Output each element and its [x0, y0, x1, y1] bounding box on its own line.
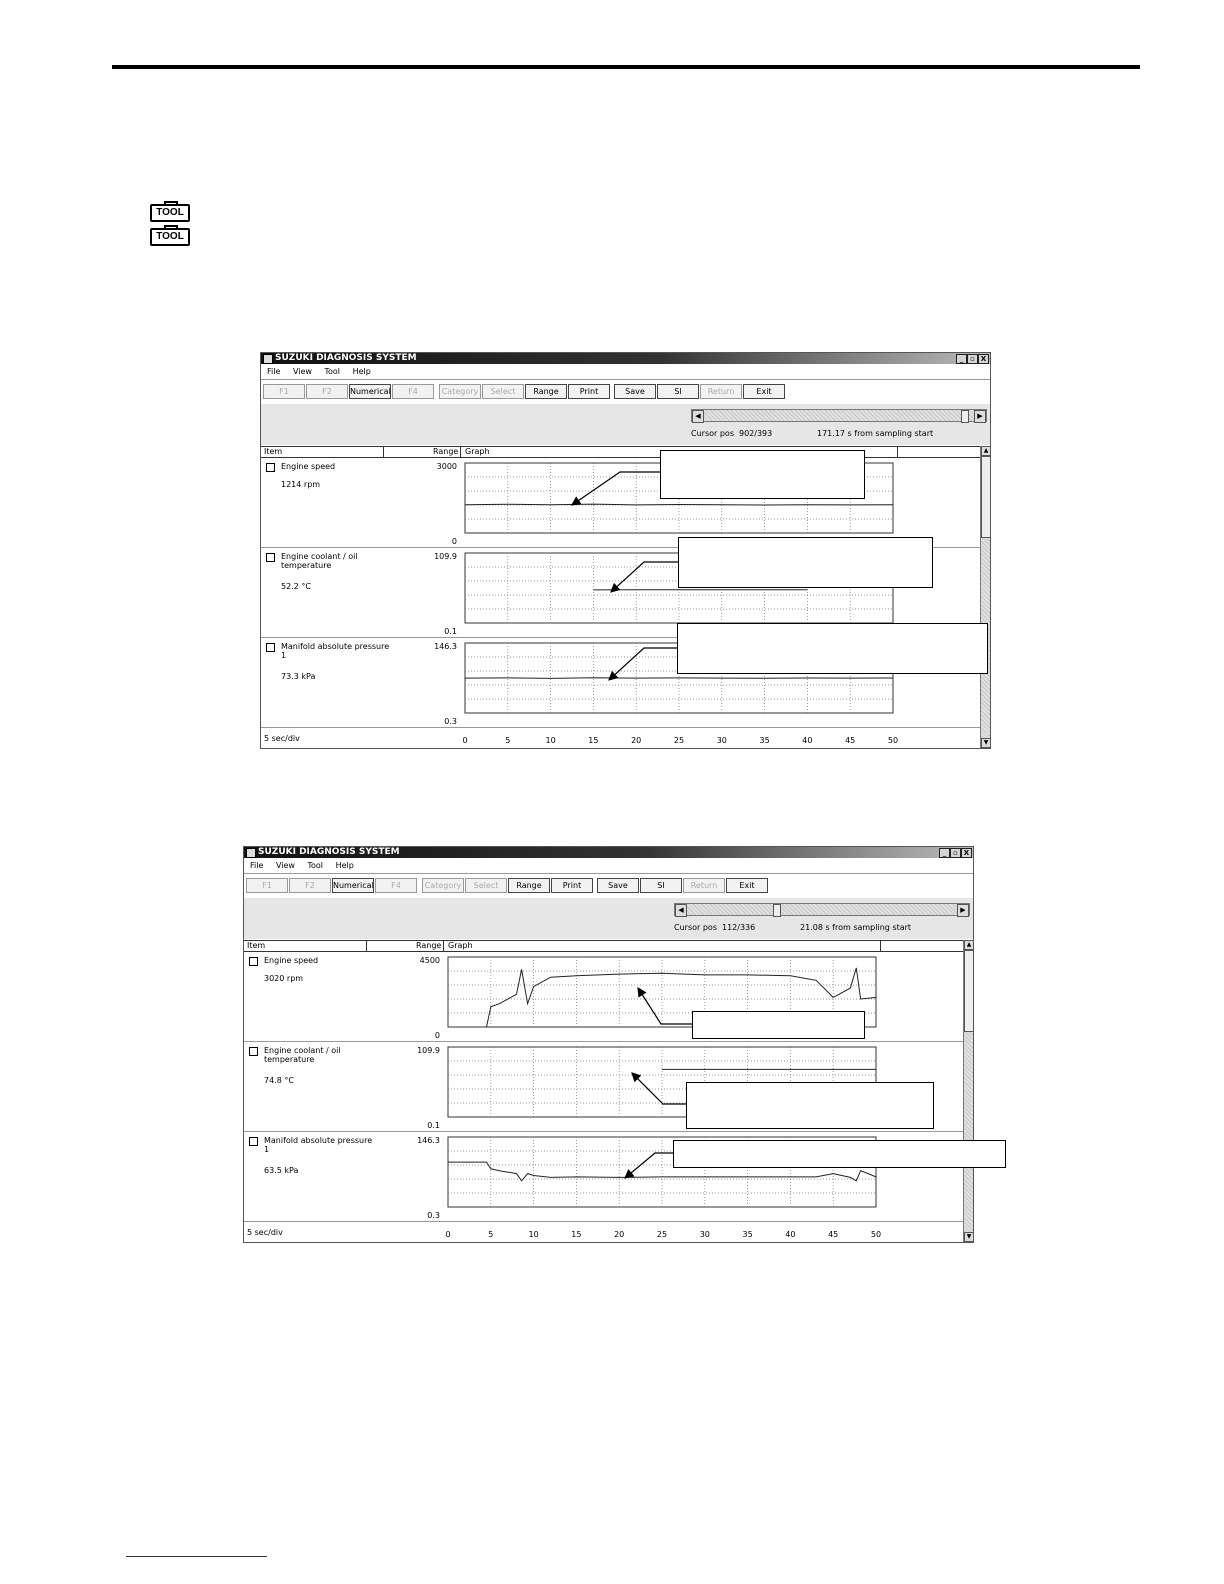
x-tick-label: 5 [488, 1230, 494, 1239]
f4-button[interactable]: F4 [375, 878, 417, 893]
data-row-engine-speed [261, 458, 980, 548]
time-axis [261, 734, 980, 746]
exit-button[interactable]: Exit [726, 878, 768, 893]
diagnosis-window-racing [243, 846, 974, 1243]
x-tick-label: 25 [673, 736, 685, 745]
sampling-time: 171.17 s from sampling start [817, 429, 934, 438]
x-tick-label: 50 [870, 1230, 882, 1239]
range-button[interactable]: Range [508, 878, 550, 893]
item-value: 3020 rpm [264, 974, 304, 983]
menu-view[interactable]: View [275, 861, 295, 870]
scroll-up-icon[interactable]: ▲ [964, 940, 974, 950]
callout-box [660, 450, 865, 499]
scroll-right-icon[interactable]: ▶ [974, 410, 986, 423]
status-band [261, 404, 990, 445]
x-tick-label: 0 [445, 1230, 451, 1239]
col-separator[interactable] [897, 447, 898, 457]
scroll-thumb[interactable] [961, 410, 969, 423]
item-value: 63.5 kPa [264, 1166, 299, 1175]
callout-box [692, 1011, 865, 1039]
numerical-button[interactable]: Numerical [349, 384, 391, 399]
callout-box [673, 1140, 1006, 1168]
x-tick-label: 25 [656, 1230, 668, 1239]
window-title: SUZUKI DIAGNOSIS SYSTEM [258, 847, 400, 857]
col-separator[interactable] [880, 941, 881, 951]
si-button[interactable]: SI [657, 384, 699, 399]
range-min: 0.3 [427, 1211, 440, 1220]
menu-view[interactable]: View [292, 367, 312, 376]
footer-link-rule [126, 1556, 267, 1557]
sampling-time: 21.08 s from sampling start [800, 923, 912, 932]
item-value: 1214 rpm [281, 480, 321, 489]
row-select-checkbox[interactable] [266, 463, 275, 472]
column-header [261, 446, 981, 458]
col-range: Range [416, 941, 442, 950]
select-button[interactable]: Select [465, 878, 507, 893]
x-tick-label: 40 [802, 736, 813, 745]
range-min: 0.1 [427, 1121, 440, 1130]
print-button[interactable]: Print [551, 878, 593, 893]
item-name: Engine coolant / oil temperature [281, 552, 358, 570]
x-tick-label: 35 [759, 736, 770, 745]
col-separator[interactable] [460, 447, 461, 457]
restore-button[interactable]: ▫ [950, 848, 961, 858]
row-select-checkbox[interactable] [249, 1047, 258, 1056]
col-separator[interactable] [366, 941, 367, 951]
close-button[interactable]: X [978, 354, 989, 364]
f1-button[interactable]: F1 [246, 878, 288, 893]
range-button[interactable]: Range [525, 384, 567, 399]
close-button[interactable]: X [961, 848, 972, 858]
menu-tool[interactable]: Tool [324, 367, 341, 376]
item-name: Engine coolant / oil temperature [264, 1046, 341, 1064]
x-tick-label: 40 [785, 1230, 796, 1239]
range-max: 4500 [419, 956, 440, 965]
restore-button[interactable]: ▫ [967, 354, 978, 364]
col-item: Item [264, 447, 283, 456]
range-max: 109.9 [434, 552, 457, 561]
menu-help[interactable]: Help [352, 367, 371, 376]
f2-button[interactable]: F2 [289, 878, 331, 893]
range-max: 109.9 [417, 1046, 440, 1055]
tool-icon: TOOL [150, 228, 190, 246]
minimize-button[interactable]: _ [939, 848, 950, 858]
range-max: 3000 [436, 462, 457, 471]
callout-box [686, 1082, 934, 1129]
toolbar [261, 379, 990, 405]
f1-button[interactable]: F1 [263, 384, 305, 399]
return-button[interactable]: Return [683, 878, 725, 893]
x-tick-label: 30 [699, 1230, 710, 1239]
app-logo-icon [246, 848, 256, 858]
category-button[interactable]: Category [439, 384, 481, 399]
cursor-pos-label: Cursor pos [674, 923, 717, 932]
item-name: Engine speed [281, 462, 336, 471]
scroll-left-icon[interactable]: ◀ [675, 904, 687, 917]
row-select-checkbox[interactable] [249, 957, 258, 966]
x-tick-label: 5 [505, 736, 511, 745]
print-button[interactable]: Print [568, 384, 610, 399]
x-tick-label: 35 [742, 1230, 753, 1239]
col-range: Range [433, 447, 459, 456]
menu-help[interactable]: Help [335, 861, 354, 870]
x-tick-label: 20 [631, 736, 642, 745]
x-tick-label: 10 [545, 736, 556, 745]
col-separator[interactable] [383, 447, 384, 457]
minimize-button[interactable]: _ [956, 354, 967, 364]
scroll-down-icon[interactable]: ▼ [981, 738, 991, 748]
x-tick-label: 20 [614, 1230, 625, 1239]
scroll-thumb[interactable] [773, 904, 781, 917]
time-scrollbar[interactable] [674, 903, 970, 916]
tool-icon: TOOL [150, 204, 190, 222]
col-graph: Graph [465, 447, 490, 456]
menu-tool[interactable]: Tool [307, 861, 324, 870]
status-band [244, 898, 973, 939]
scroll-down-icon[interactable]: ▼ [964, 1232, 974, 1242]
item-value: 52.2 °C [281, 582, 311, 591]
time-scale-label: 5 sec/div [247, 1228, 283, 1237]
window-title: SUZUKI DIAGNOSIS SYSTEM [275, 353, 417, 363]
range-min: 0.3 [444, 717, 457, 726]
time-axis [244, 1228, 963, 1240]
col-graph: Graph [448, 941, 473, 950]
col-item: Item [247, 941, 266, 950]
callout-box [678, 537, 933, 588]
app-logo-icon [263, 354, 273, 364]
title-bar [261, 353, 990, 364]
range-min: 0 [434, 1031, 440, 1040]
col-separator[interactable] [443, 941, 444, 951]
range-max: 146.3 [417, 1136, 440, 1145]
select-button[interactable]: Select [482, 384, 524, 399]
row-select-checkbox[interactable] [249, 1137, 258, 1146]
numerical-button[interactable]: Numerical [332, 878, 374, 893]
column-header [244, 940, 964, 952]
item-name: Manifold absolute pressure 1 [264, 1136, 373, 1154]
row-select-checkbox[interactable] [266, 553, 275, 562]
save-button[interactable]: Save [614, 384, 656, 399]
cursor-pos-value: 902/393 [739, 429, 773, 438]
f4-button[interactable]: F4 [392, 384, 434, 399]
category-button[interactable]: Category [422, 878, 464, 893]
item-name: Engine speed [264, 956, 319, 965]
row-select-checkbox[interactable] [266, 643, 275, 652]
save-button[interactable]: Save [597, 878, 639, 893]
menu-bar [261, 365, 990, 378]
x-tick-label: 45 [845, 736, 856, 745]
vscroll-thumb[interactable] [964, 950, 974, 1032]
range-min: 0.1 [444, 627, 457, 636]
x-tick-label: 30 [716, 736, 727, 745]
vertical-scrollbar[interactable] [963, 940, 973, 1242]
time-scale-label: 5 sec/div [264, 734, 300, 743]
toolbar [244, 873, 973, 899]
si-button[interactable]: SI [640, 878, 682, 893]
range-min: 0 [451, 537, 457, 546]
title-bar [244, 847, 973, 858]
scroll-left-icon[interactable]: ◀ [692, 410, 704, 423]
x-tick-label: 15 [588, 736, 599, 745]
vscroll-thumb[interactable] [981, 456, 991, 538]
exit-button[interactable]: Exit [743, 384, 785, 399]
menu-file[interactable]: File [250, 861, 264, 870]
cursor-pos-label: Cursor pos [691, 429, 734, 438]
callout-box [677, 623, 988, 674]
item-value: 73.3 kPa [281, 672, 316, 681]
time-scrollbar[interactable] [691, 409, 987, 422]
menu-file[interactable]: File [267, 367, 281, 376]
item-name: Manifold absolute pressure 1 [281, 642, 390, 660]
f2-button[interactable]: F2 [306, 384, 348, 399]
x-tick-label: 50 [887, 736, 899, 745]
cursor-pos-value: 112/336 [722, 923, 756, 932]
menu-bar [244, 859, 973, 872]
item-value: 74.8 °C [264, 1076, 294, 1085]
page-top-rule [112, 65, 1140, 69]
scroll-up-icon[interactable]: ▲ [981, 446, 991, 456]
x-tick-label: 0 [462, 736, 468, 745]
vertical-scrollbar[interactable] [980, 446, 990, 748]
scroll-right-icon[interactable]: ▶ [957, 904, 969, 917]
x-tick-label: 10 [528, 1230, 539, 1239]
x-tick-label: 45 [828, 1230, 839, 1239]
range-max: 146.3 [434, 642, 457, 651]
x-tick-label: 15 [571, 1230, 582, 1239]
return-button[interactable]: Return [700, 384, 742, 399]
